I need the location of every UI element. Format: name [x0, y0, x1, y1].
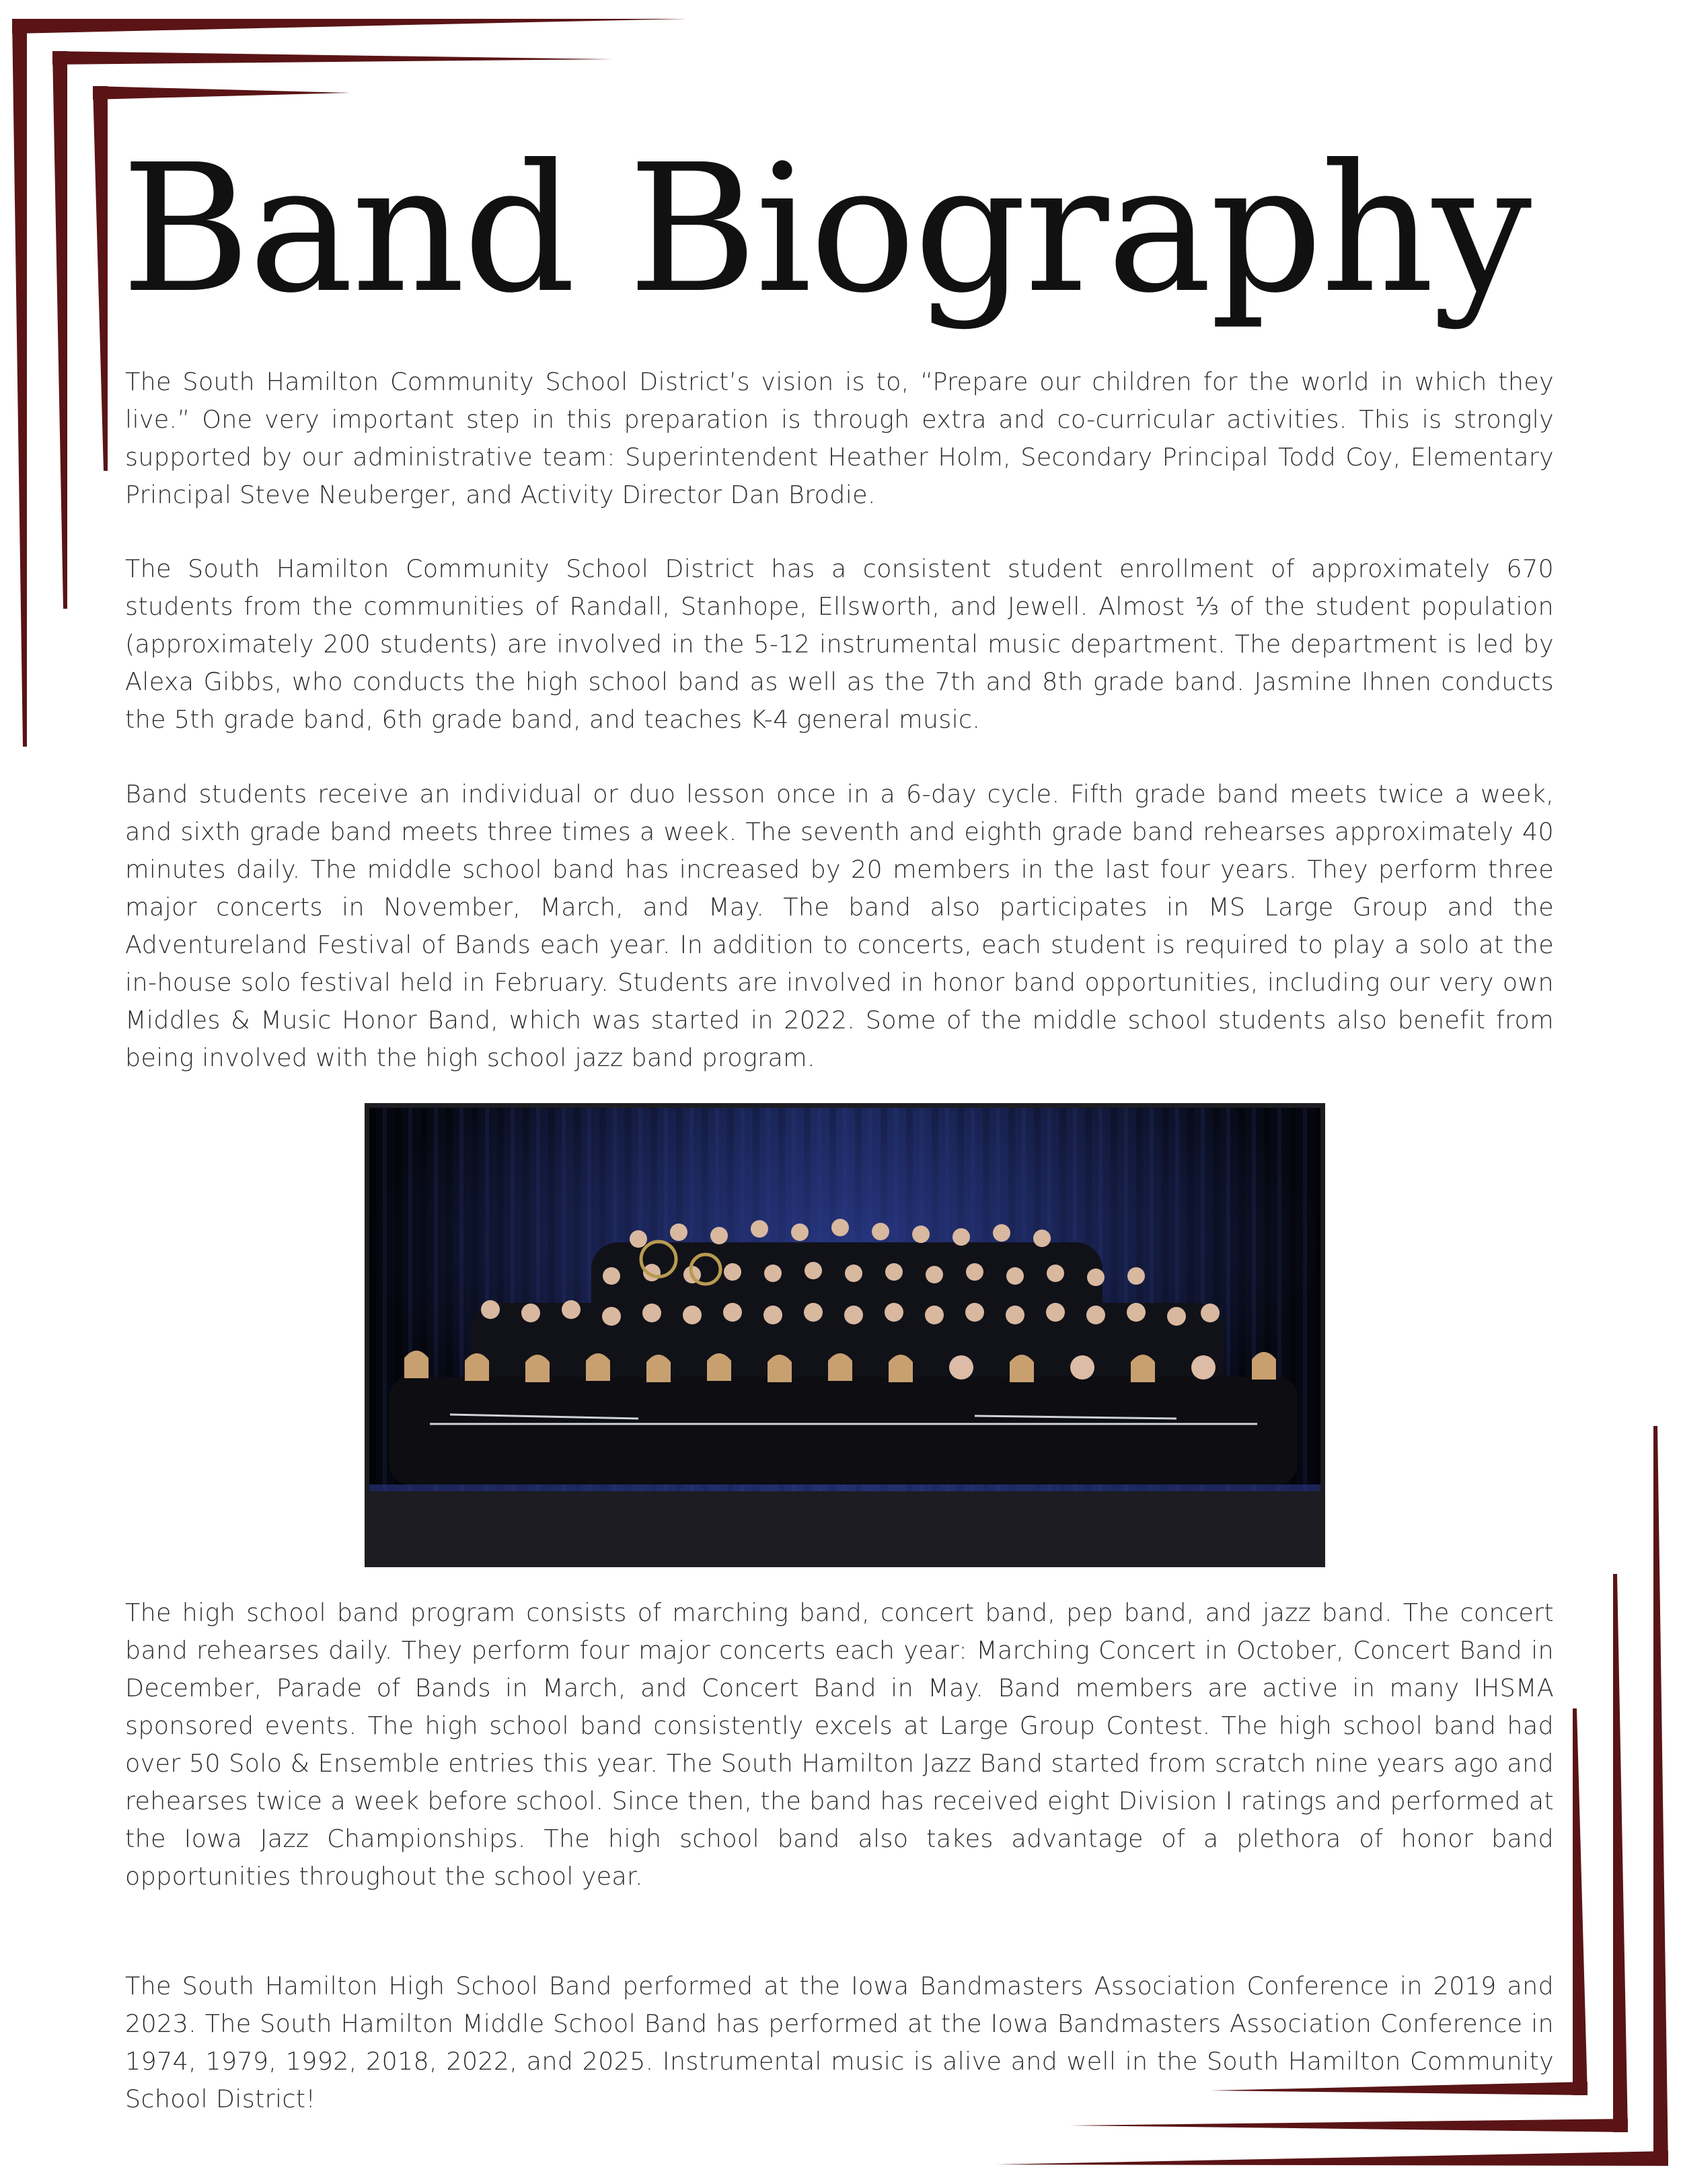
- frame-top-left-inner: [93, 86, 350, 100]
- frame-top-left-outer-side: [12, 19, 27, 747]
- frame-bottom-right-mid: [1070, 2119, 1628, 2132]
- paragraph-enrollment: The South Hamilton Community School District has a consistent student enrollment of approximately 670 students from the communities of Randall, Stanhope, Ellsworth, and Jewell. Almost ⅓ of the student population (approximately 200 students) are involved in the 5-12 instrumental music department. The department is led by Alexa Gibbs, who conducts the high school band as well as the 7th and 8th grade band. Jasmine Ihnen conducts the 5th grade band, 6th grade band, and teaches K-4 general music.: [125, 554, 1554, 734]
- band-group-photo: [365, 1103, 1325, 1567]
- paragraph-vision: The South Hamilton Community School District’s vision is to, “Prepare our children for the world in which they live.” One very important step in this preparation is through extra and co-curricular activities. This is strongly supported by our administrative team: Superintendent Heather Holm, Secondary Principal Todd Coy, Elementary Principal Steve Neuberger, and Activity Director Dan Brodie.: [125, 367, 1554, 509]
- frame-bottom-right-outer: [996, 2151, 1668, 2166]
- page-title: Band Biography: [121, 126, 1530, 332]
- frame-bottom-right-mid-side: [1613, 1574, 1628, 2132]
- paragraph-conference: The South Hamilton High School Band performed at the Iowa Bandmasters Association Conference in 2019 and 2023. The South Hamilton Middle School Band has performed at the Iowa Bandmasters Association Conference in 1974, 1979, 1992, 2018, 2022, and 2025. Instrumental music is alive and well in the South Hamilton Community School District!: [125, 1971, 1554, 2113]
- frame-top-left-outer: [12, 19, 686, 34]
- frame-top-left-mid: [52, 51, 612, 65]
- paragraph-middle-school: Band students receive an individual or duo lesson once in a 6-day cycle. Fifth grade band meets twice a week, and sixth grade band meets three times a week. The seventh and eighth grade band rehearses approximately 40 minutes daily. The middle school band has increased by 20 members in the last four years. They perform three major concerts in November, March, and May. The band also participates in MS Large Group and the Adventureland Festival of Bands each year. In addition to concerts, each student is required to play a solo at the in-house solo festival held in February. Students are involved in honor band opportunities, including our very own Middles & Music Honor Band, which was started in 2022. Some of the middle school students also benefit from being involved with the high school jazz band program.: [125, 780, 1554, 1072]
- frame-top-left-inner-side: [93, 86, 108, 471]
- frame-bottom-right-outer-side: [1653, 1426, 1668, 2166]
- paragraph-high-school: The high school band program consists of marching band, concert band, pep band, and jazz band. The concert band rehearses daily. They perform four major concerts each year: Marching Concert in October, Concert Band in December, Parade of Bands in March, and Concert Band in May. Band members are active in many IHSMA sponsored events. The high school band consistently excels at Large Group Contest. The high school band had over 50 Solo & Ensemble entries this year. The South Hamilton Jazz Band started from scratch nine years ago and rehearses twice a week before school. Since then, the band has received eight Division I ratings and performed at the Iowa Jazz Championships. The high school band also takes advantage of a plethora of honor band opportunities throughout the school year.: [125, 1598, 1554, 1891]
- frame-bottom-right-inner-side: [1573, 1708, 1587, 2095]
- frame-top-left-mid-side: [52, 51, 67, 609]
